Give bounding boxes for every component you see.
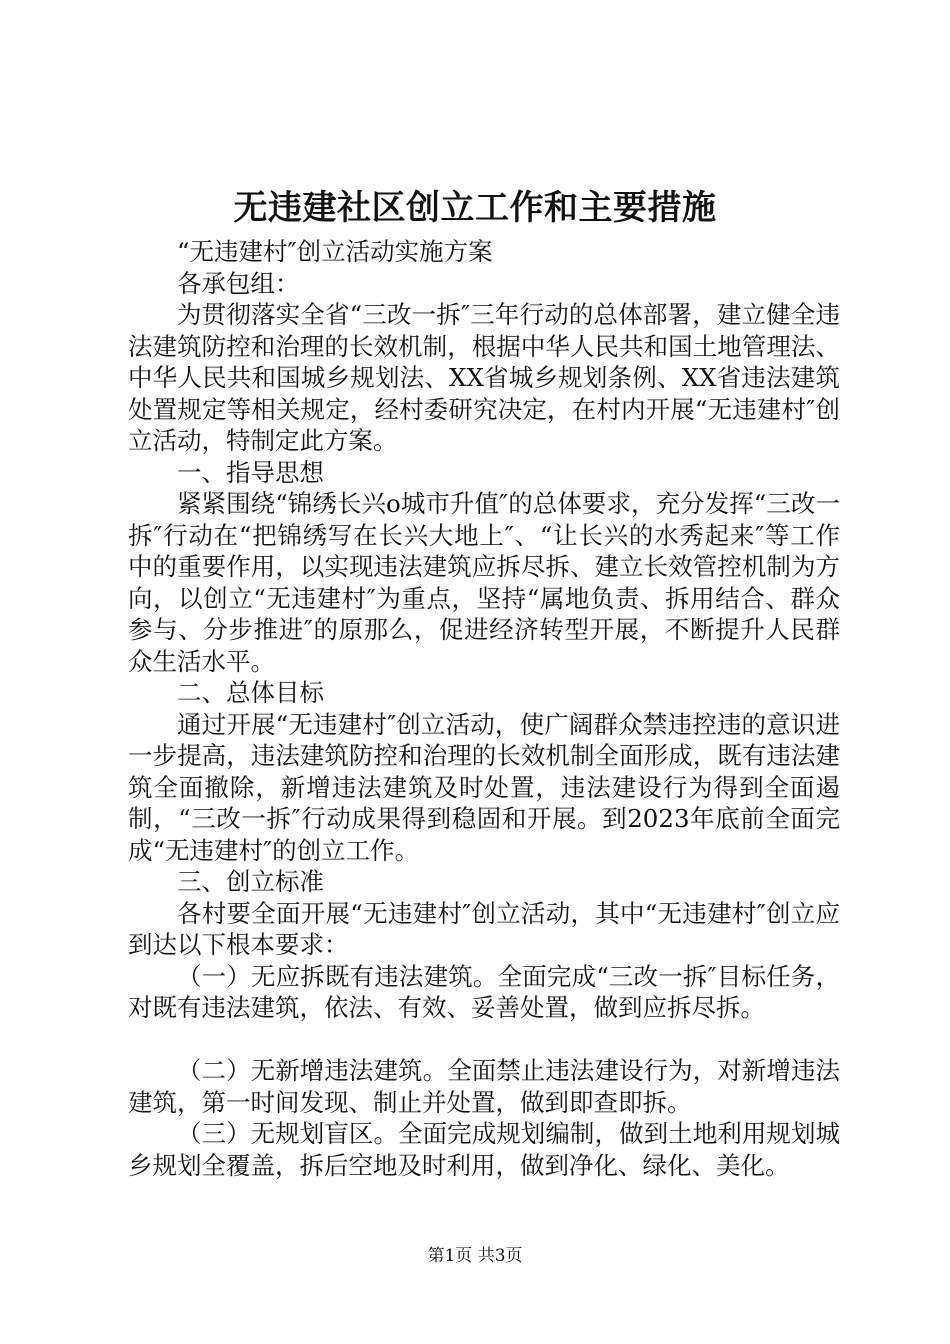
section-heading-guiding-ideology: 一、指导思想 [177, 457, 324, 487]
section-heading-overall-goal: 二、总体目标 [177, 678, 324, 707]
guiding-ideology-paragraph: 紧紧围绕“锦绣长兴o城市升值″的总体要求，充分发挥“三改一拆″行动在“把锦绣写在长兴大地上″、“让长兴的水秀起来″等工作中的重要作用，以实现违法建筑应拆尽拆、建立长效管控机制为方向，以创立“无违建村″为重点，坚持“属地负责、拆用结合、群众参与、分步推进″的原那么，促进经济转型开展，不断提升人民群众生活水平。 [128, 489, 840, 676]
page-footer: 第1页 共3页 [427, 1246, 523, 1266]
document-body [128, 236, 840, 1181]
salutation: 各承包组： [177, 268, 300, 298]
overall-goal-paragraph: 通过开展“无违建村″创立活动，使广阔群众禁违控违的意识进一步提高，违法建筑防控和治理的长效机制全面形成，既有违法建筑全面撤除，新增违法建筑及时处置，违法建设行为得到全面遏制，“三改一拆″行动成果得到稳固和开展。到2023年底前全面完成“无违建村″的创立工作。 [128, 709, 840, 865]
standards-intro-paragraph: 各村要全面开展“无违建村″创立活动，其中“无违建村″创立应到达以下根本要求： [128, 898, 840, 959]
intro-paragraph: 为贯彻落实全省“三改一拆″三年行动的总体部署，建立健全违法建筑防控和治理的长效机制，根据中华人民共和国土地管理法、中华人民共和国城乡规划法、XX省城乡规划条例、XX省违法建筑处置规定等相关规定，经村委研究决定，在村内开展“无违建村″创立活动，特制定此方案。 [128, 300, 840, 455]
plan-heading: “无违建村″创立活动实施方案 [177, 237, 493, 266]
section-heading-standards: 三、创立标准 [177, 867, 324, 896]
standard-item-3: （三）无规划盲区。全面完成规划编制，做到土地利用规划城乡规划全覆盖，拆后空地及时利用，做到净化、绿化、美化。 [128, 1119, 840, 1180]
standard-item-1: （一）无应拆既有违法建筑。全面完成“三改一拆″目标任务，对既有违法建筑，依法、有效、妥善处置，做到应拆尽拆。 [128, 961, 840, 1022]
document-title: 无违建社区创立工作和主要措施 [233, 188, 717, 228]
standard-item-2: （二）无新增违法建筑。全面禁止违法建设行为，对新增违法建筑，第一时间发现、制止并处置，做到即查即拆。 [128, 1056, 840, 1117]
